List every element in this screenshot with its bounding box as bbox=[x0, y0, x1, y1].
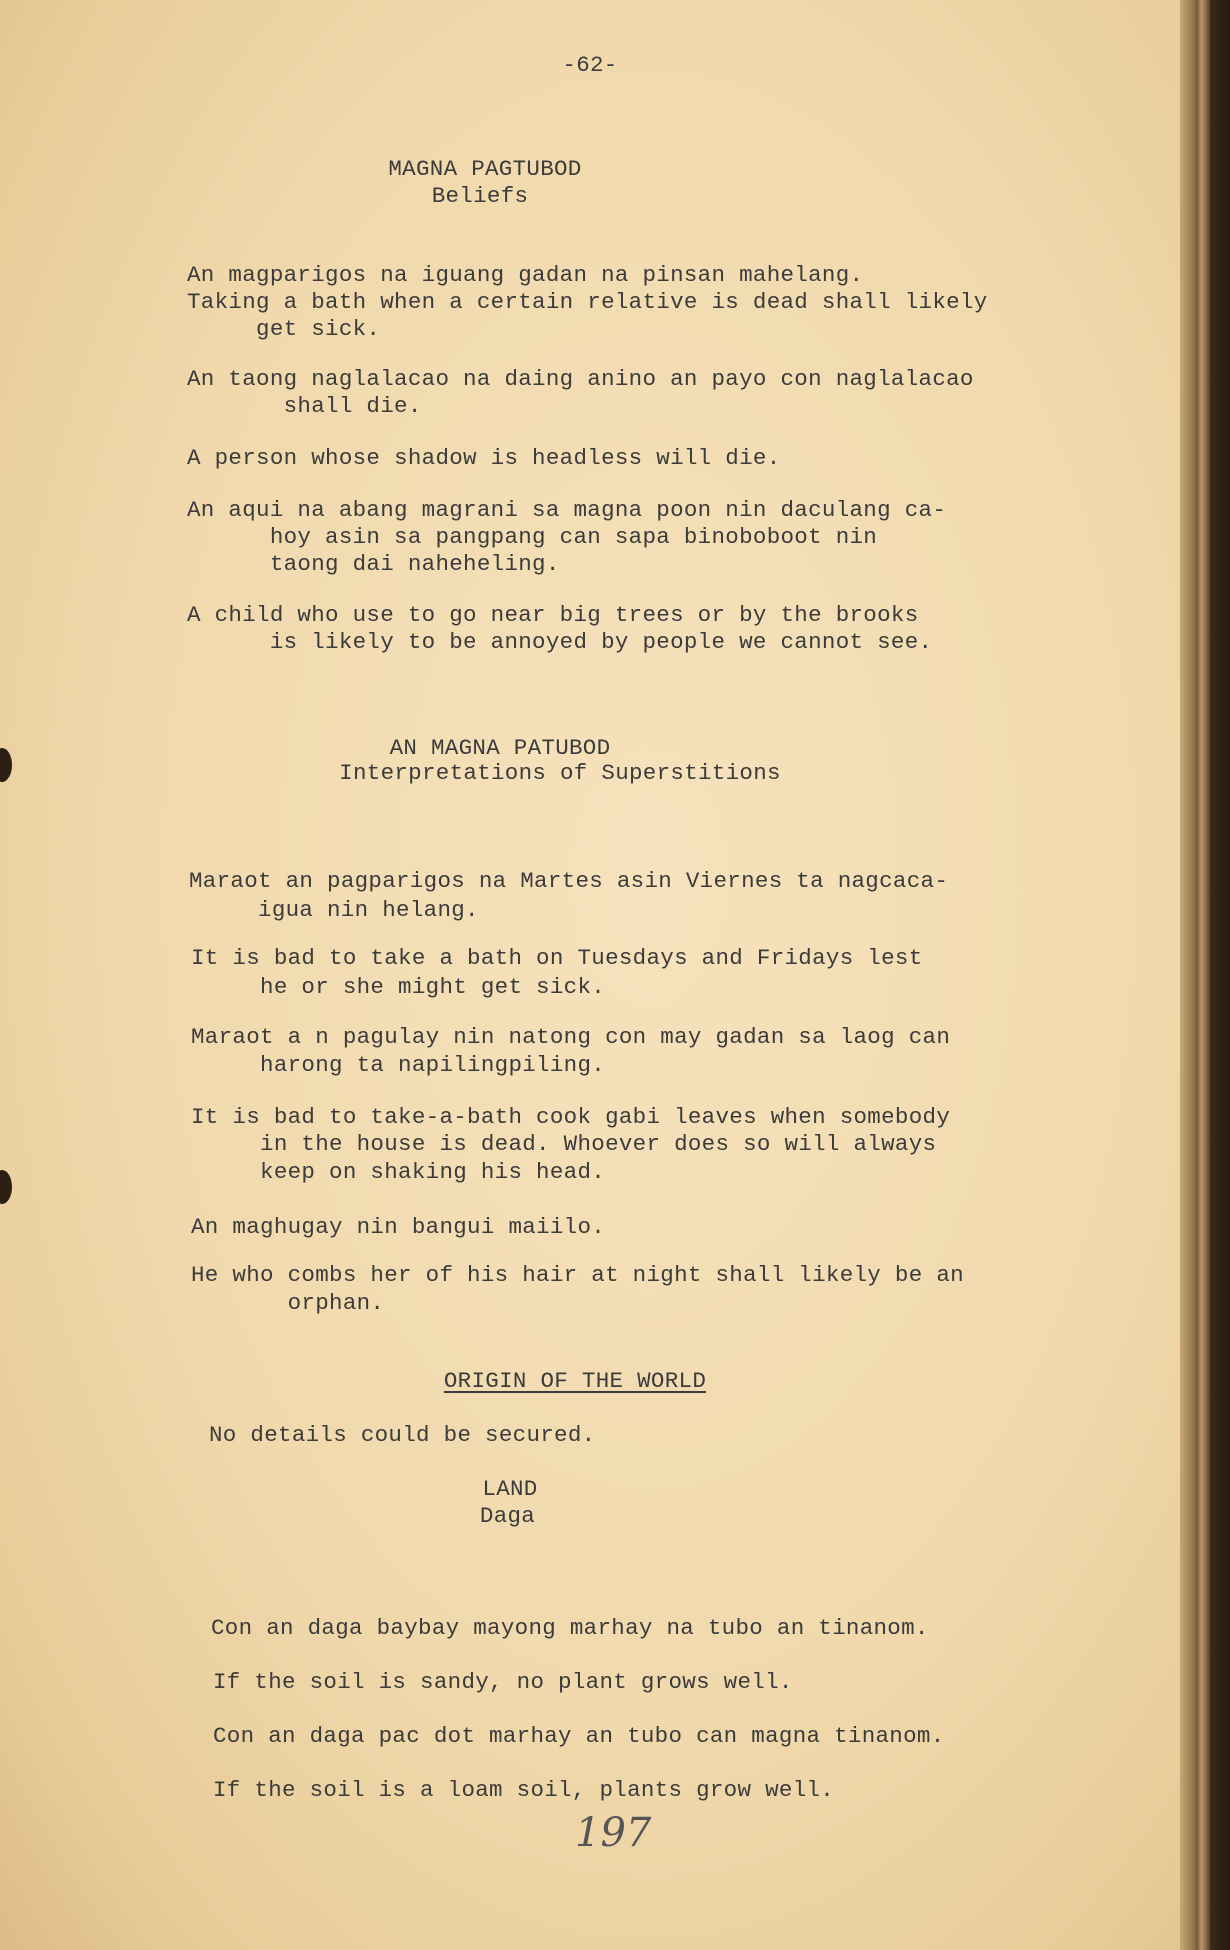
entry-line: An maghugay nin bangui maiilo. bbox=[191, 1214, 606, 1240]
section-subtitle: Interpretations of Superstitions bbox=[339, 760, 781, 786]
page-number: -62- bbox=[562, 52, 618, 78]
entry-line: in the house is dead. Whoever does so will always bbox=[191, 1131, 937, 1157]
entry-line: He who combs her of his hair at night shall likely be an bbox=[191, 1262, 964, 1288]
binding-hole bbox=[0, 748, 12, 782]
entry-line: is likely to be annoyed by people we cannot see. bbox=[187, 629, 933, 655]
entry-line: taong dai naheheling. bbox=[187, 551, 560, 577]
section-title: AN MAGNA PATUBOD bbox=[389, 735, 611, 761]
entry-line: Taking a bath when a certain relative is dead shall likely bbox=[187, 289, 988, 315]
entry-line: harong ta napilingpiling. bbox=[191, 1052, 606, 1078]
entry-line: shall die. bbox=[187, 393, 422, 419]
entry-line: A person whose shadow is headless will die. bbox=[187, 445, 781, 471]
entry-line: orphan. bbox=[191, 1290, 385, 1316]
entry-line: If the soil is a loam soil, plants grow well. bbox=[213, 1777, 835, 1803]
entry-line: get sick. bbox=[187, 316, 381, 342]
section-subtitle: Beliefs bbox=[431, 183, 529, 209]
section-title: ORIGIN OF THE WORLD bbox=[443, 1368, 707, 1394]
entry-line: he or she might get sick. bbox=[191, 974, 606, 1000]
entry-line: keep on shaking his head. bbox=[191, 1159, 606, 1185]
binding-shadow bbox=[1210, 0, 1230, 1950]
entry-line: An magparigos na iguang gadan na pinsan mahelang. bbox=[187, 262, 864, 288]
body-text: No details could be secured. bbox=[209, 1422, 596, 1448]
entry-line: igua nin helang. bbox=[189, 897, 479, 923]
section-subtitle: Daga bbox=[479, 1503, 536, 1529]
binding-hole bbox=[0, 1170, 12, 1204]
entry-line: A child who use to go near big trees or by the brooks bbox=[187, 602, 919, 628]
entry-line: Maraot an pagparigos na Martes asin Viernes ta nagcaca- bbox=[189, 868, 949, 894]
page-edge bbox=[1180, 0, 1196, 1950]
section-title: MAGNA PAGTUBOD bbox=[388, 156, 582, 182]
entry-line: Maraot a n pagulay nin natong con may gadan sa laog can bbox=[191, 1024, 951, 1050]
section-title: LAND bbox=[482, 1476, 538, 1502]
entry-line: It is bad to take-a-bath cook gabi leaves when somebody bbox=[191, 1104, 951, 1130]
entry-line: If the soil is sandy, no plant grows well. bbox=[213, 1669, 793, 1695]
entry-line: hoy asin sa pangpang can sapa binoboboot nin bbox=[187, 524, 878, 550]
entry-line: Con an daga pac dot marhay an tubo can magna tinanom. bbox=[213, 1723, 945, 1749]
entry-line: An taong naglalacao na daing anino an payo con naglalacao bbox=[187, 366, 974, 392]
entry-line: Con an daga baybay mayong marhay na tubo an tinanom. bbox=[211, 1615, 929, 1641]
page-edge bbox=[1196, 0, 1210, 1950]
entry-line: It is bad to take a bath on Tuesdays and Fridays lest bbox=[191, 945, 923, 971]
handwritten-page-number: 197 bbox=[575, 1810, 652, 1856]
entry-line: An aqui na abang magrani sa magna poon nin daculang ca- bbox=[187, 497, 947, 523]
